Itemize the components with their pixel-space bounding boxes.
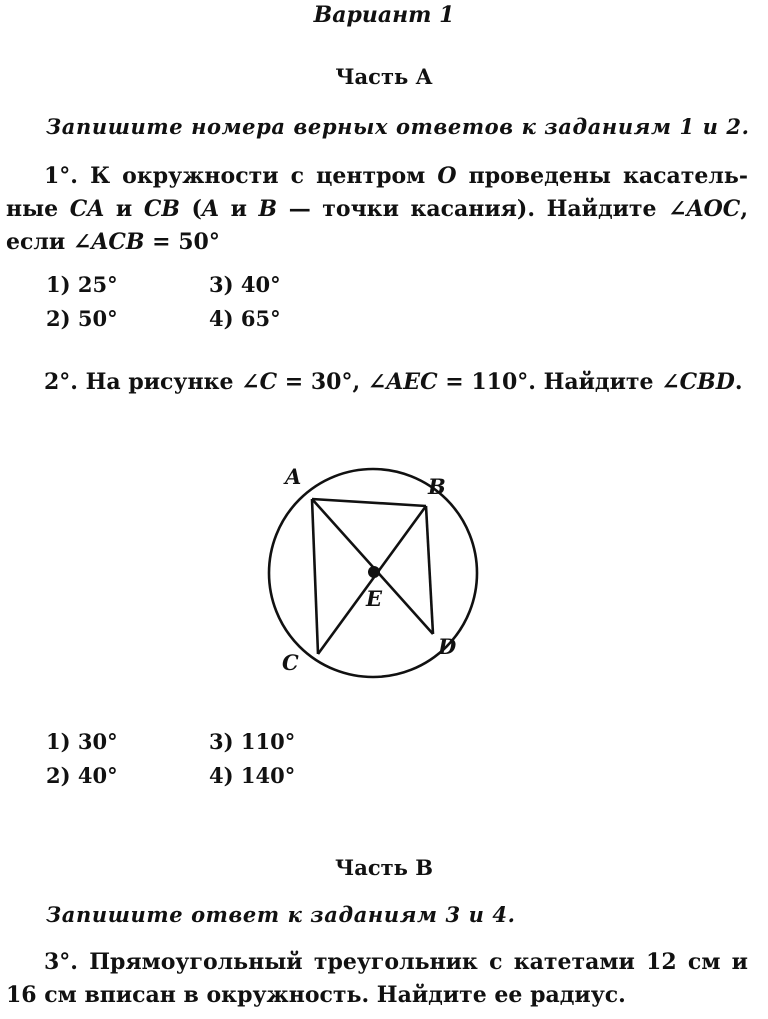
task-1-text: 1°. К окружности с центром O проведены касатель-ные CA и CB (A и B — точки касания). Найдите ∠AOC, если ∠ACB = 50°: [6, 163, 748, 255]
task-2-option-1: 1) 30°: [46, 729, 118, 754]
chord-bd: [426, 506, 433, 634]
variant-title: Вариант 1: [313, 2, 455, 28]
task-1-option-3: 3) 40°: [209, 272, 281, 297]
task-2-option-4: 4) 140°: [209, 763, 296, 788]
part-b-instruction: Запишите ответ к заданиям 3 и 4.: [46, 902, 516, 927]
task-3-number: 3°.: [44, 949, 78, 975]
task-1-number: 1°.: [44, 163, 78, 189]
label-c: C: [282, 650, 299, 675]
label-d: D: [438, 634, 457, 659]
label-e: E: [366, 586, 383, 611]
task-1-option-2: 2) 50°: [46, 306, 118, 331]
task-1-option-4: 4) 65°: [209, 306, 281, 331]
part-a-instruction: Запишите номера верных ответов к заданиям 1 и 2.: [46, 114, 750, 139]
geometry-figure: [240, 456, 500, 696]
task-2-answers: [46, 725, 346, 793]
part-a-title: Часть А: [335, 64, 433, 89]
task-2-text: 2°. На рисунке ∠C = 30°, ∠AEC = 110°. Найдите ∠CBD.: [44, 369, 743, 395]
task-3-text: 3°. Прямоугольный треугольник с катетами 12 см и 16 см вписан в окружность. Найдите ее радиус.: [6, 949, 748, 1008]
task-1-option-1: 1) 25°: [46, 272, 118, 297]
task-1-answers: [46, 268, 346, 336]
task-2-number: 2°.: [44, 369, 78, 395]
chord-ac: [312, 499, 318, 654]
intersection-point-e: [368, 566, 380, 578]
label-b: B: [428, 474, 446, 499]
label-a: A: [285, 464, 302, 489]
chord-ab: [312, 499, 426, 506]
task-2-option-2: 2) 40°: [46, 763, 118, 788]
task-2-option-3: 3) 110°: [209, 729, 296, 754]
chord-bc: [318, 506, 426, 654]
part-b-title: Часть В: [335, 855, 433, 880]
